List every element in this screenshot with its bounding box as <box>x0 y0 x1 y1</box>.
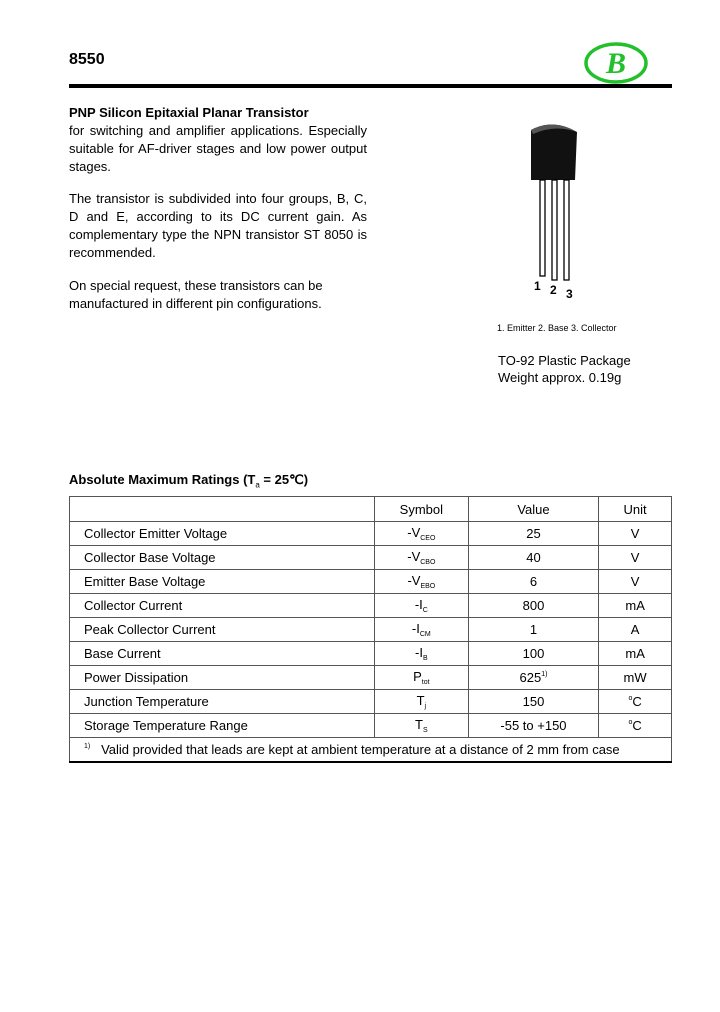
product-heading: PNP Silicon Epitaxial Planar Transistor <box>69 105 309 120</box>
unit-cell: V <box>599 570 672 594</box>
description-paragraph-2: The transistor is subdivided into four groups, B, C, D and E, according to its DC current gain. As complementary type the NPN transistor ST 8050 is recommended. <box>69 191 367 260</box>
symbol-cell: $-V_{EBO}$ <box>374 570 468 594</box>
parameter-cell: Collector Base Voltage <box>70 546 375 570</box>
value-cell: 1 <box>468 618 599 642</box>
unit-cell: $^o$C <box>599 690 672 714</box>
parameter-cell: Storage Temperature Range <box>70 714 375 738</box>
header-rule <box>69 84 672 88</box>
symbol-cell: $-V_{CEO}$ <box>374 522 468 546</box>
value-cell: -55 to +150 <box>468 714 599 738</box>
footnote <box>70 738 672 763</box>
symbol-cell: $-I_{CM}$ <box>374 618 468 642</box>
unit-cell: A <box>599 618 672 642</box>
unit-cell: mA <box>599 594 672 618</box>
pin-legend: 1. Emitter 2. Base 3. Collector <box>497 323 617 333</box>
column-header-value: Value <box>468 497 599 522</box>
parameter-cell: Collector Emitter Voltage <box>70 522 375 546</box>
symbol-cell: $P_{tot}$ <box>374 666 468 690</box>
table-row <box>70 546 672 570</box>
brand-logo <box>584 42 648 84</box>
table-row <box>70 690 672 714</box>
unit-cell: mW <box>599 666 672 690</box>
ratings-title: Absolute Maximum Ratings ($T_a$ = 25℃) <box>69 472 309 490</box>
value-cell: 100 <box>468 642 599 666</box>
to92-package-illustration <box>525 118 585 288</box>
parameter-cell: Peak Collector Current <box>70 618 375 642</box>
unit-cell: mA <box>599 642 672 666</box>
pin-label-2: 2 <box>550 283 557 297</box>
table-row <box>70 522 672 546</box>
package-type: TO-92 Plastic Package <box>498 353 631 368</box>
symbol-cell: $-I_C$ <box>374 594 468 618</box>
unit-cell: $^o$C <box>599 714 672 738</box>
symbol-cell: $T_S$ <box>374 714 468 738</box>
paragraph-3-line-2: manufactured in different pin configurations. <box>69 296 322 311</box>
description-paragraph-1: for switching and amplifier applications. Especially suitable for AF-driver stages and low power output stages. <box>69 123 367 174</box>
logo-letter: B <box>605 47 627 80</box>
footnote-text: Valid provided that leads are kept at ambient temperature at a distance of 2 mm from case <box>101 742 620 757</box>
value-cell: 6 <box>468 570 599 594</box>
footnote-row <box>70 738 672 763</box>
value-cell: 150 <box>468 690 599 714</box>
description-paragraph-3 <box>69 277 367 313</box>
parameter-cell: Collector Current <box>70 594 375 618</box>
part-number: 8550 <box>69 51 105 68</box>
table-row <box>70 642 672 666</box>
value-cell: 800 <box>468 594 599 618</box>
ratings-body <box>70 522 672 738</box>
column-header-parameter <box>70 497 375 522</box>
pin-label-1: 1 <box>534 279 541 293</box>
symbol-cell: $-V_{CBO}$ <box>374 546 468 570</box>
table-row <box>70 666 672 690</box>
value-cell: 625$^{1)}$ <box>468 666 599 690</box>
lead-1 <box>540 180 545 276</box>
column-header-symbol: Symbol <box>374 497 468 522</box>
footnote-mark: 1) <box>84 743 91 750</box>
symbol-cell: $T_j$ <box>374 690 468 714</box>
table-row <box>70 570 672 594</box>
parameter-cell: Base Current <box>70 642 375 666</box>
unit-cell: V <box>599 522 672 546</box>
lead-3 <box>564 180 569 280</box>
value-cell: 25 <box>468 522 599 546</box>
package-weight: Weight approx. 0.19g <box>498 370 622 385</box>
lead-2 <box>552 180 557 280</box>
paragraph-3-line-1: On special request, these transistors can be <box>69 278 323 293</box>
package-info <box>498 352 631 386</box>
unit-cell: V <box>599 546 672 570</box>
column-header-unit: Unit <box>599 497 672 522</box>
table-row <box>70 594 672 618</box>
parameter-cell: Power Dissipation <box>70 666 375 690</box>
absolute-maximum-ratings-table <box>69 496 672 763</box>
parameter-cell: Junction Temperature <box>70 690 375 714</box>
table-header-row <box>70 497 672 522</box>
value-cell: 40 <box>468 546 599 570</box>
symbol-cell: $-I_B$ <box>374 642 468 666</box>
parameter-cell: Emitter Base Voltage <box>70 570 375 594</box>
package-body <box>531 124 577 180</box>
table-row <box>70 618 672 642</box>
pin-label-3: 3 <box>566 287 573 301</box>
table-row <box>70 714 672 738</box>
